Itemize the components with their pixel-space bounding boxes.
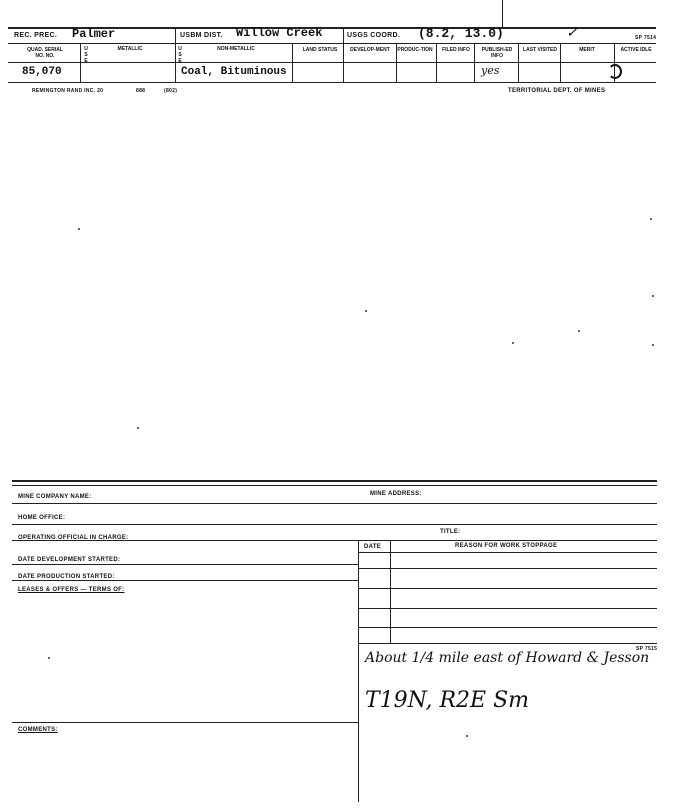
sep — [175, 27, 176, 43]
mine-address-label: MINE ADDRESS: — [370, 491, 422, 497]
rec-prec-value: Palmer — [72, 27, 116, 41]
check-mark: ✓ — [566, 25, 578, 41]
col-sep — [436, 43, 437, 82]
mine-company-name-label: MINE COMPANY NAME: — [18, 494, 92, 500]
title-label: TITLE: — [440, 529, 461, 535]
card-tick-mark — [502, 0, 503, 27]
header-row-line — [8, 43, 656, 44]
col-sep — [614, 43, 615, 82]
row-line — [12, 524, 657, 525]
comments-line — [12, 722, 358, 723]
col-production: PRODUC-TION — [397, 47, 433, 53]
row-line — [12, 580, 358, 581]
center-divider — [358, 540, 359, 802]
speck — [466, 735, 468, 737]
form-number-top: SP 7514 — [635, 35, 657, 41]
lower-top-border-2 — [12, 485, 657, 486]
speck — [652, 344, 654, 346]
stoppage-header-line — [358, 552, 657, 553]
comments-label: COMMENTS: — [18, 727, 58, 733]
active-idle-mark — [608, 64, 622, 79]
quad-serial-value: 85,070 — [22, 66, 62, 78]
col-sep — [560, 43, 561, 82]
date-development-label: DATE DEVELOPMENT STARTED: — [18, 557, 121, 563]
row-line — [12, 540, 657, 541]
labels-row-line — [8, 62, 656, 63]
col-use-nonmetallic: U S E — [178, 46, 182, 64]
reason-stoppage-header: REASON FOR WORK STOPPAGE — [455, 543, 558, 549]
col-merit: MERIT — [579, 47, 595, 53]
col-last-visited: LAST VISITED — [523, 47, 557, 53]
speck — [365, 310, 367, 312]
col-use-metallic: U S E — [84, 46, 88, 64]
usbm-dist-label: USBM DIST. — [180, 32, 223, 39]
speck — [78, 228, 80, 230]
printer-imprint: REMINGTON RAND INC. 20 — [32, 88, 104, 94]
col-active-idle: ACTIVE IDLE — [620, 47, 652, 53]
speck — [512, 342, 514, 344]
col-sep — [343, 43, 344, 82]
col-metallic: METALLIC — [117, 46, 143, 52]
leases-offers-label: LEASES & OFFERS — TERMS OF: — [18, 587, 125, 593]
lower-top-border — [12, 480, 657, 482]
col-sep — [292, 43, 293, 82]
date-production-label: DATE PRODUCTION STARTED: — [18, 574, 115, 580]
speck — [650, 218, 652, 220]
sep — [343, 27, 344, 43]
col-filed-info: FILED INFO — [442, 47, 470, 53]
rec-prec-label: REC. PREC. — [14, 32, 58, 39]
non-metallic-value: Coal, Bituminous — [181, 66, 287, 78]
date-col-divider — [390, 540, 391, 643]
dept-imprint: TERRITORIAL DEPT. OF MINES — [508, 88, 606, 94]
speck — [137, 427, 139, 429]
col-quad-serial-sub: NO. NO. — [35, 53, 55, 59]
handwritten-location-note: About 1/4 mile east of Howard & Jesson — [365, 650, 650, 666]
stoppage-row-line — [358, 568, 657, 569]
speck — [578, 330, 580, 332]
row-line — [12, 564, 358, 565]
col-non-metallic: NON-METALLIC — [217, 46, 255, 52]
printer-code-2: (802) — [164, 88, 178, 94]
published-info-value: yes — [481, 64, 500, 77]
col-sep — [396, 43, 397, 82]
data-row-line — [8, 82, 656, 83]
speck — [48, 657, 50, 659]
speck — [652, 295, 654, 297]
usbm-dist-value: Willow Creek — [236, 26, 323, 40]
handwritten-township: T19N, R2E Sm — [365, 688, 530, 713]
col-sep — [175, 43, 176, 82]
home-office-label: HOME OFFICE: — [18, 515, 66, 521]
date-header: DATE — [364, 544, 382, 550]
form-number-bottom: SP 7515 — [636, 646, 658, 652]
stoppage-row-line — [358, 588, 657, 589]
col-land-status: LAND STATUS — [302, 47, 338, 53]
usgs-coord-label: USGS COORD. — [347, 32, 401, 39]
col-quad-serial: QUAD. SERIAL — [27, 47, 63, 53]
printer-code-1: 888 — [136, 88, 146, 94]
col-sep — [80, 43, 81, 82]
usgs-coord-value: (8.2, 13.0) — [418, 26, 504, 41]
col-published-info: PUBLISH-ED INFO — [481, 47, 513, 59]
col-sep — [518, 43, 519, 82]
stoppage-row-line — [358, 608, 657, 609]
row-line — [12, 503, 657, 504]
col-development: DEVELOP-MENT — [350, 47, 390, 53]
operating-official-label: OPERATING OFFICIAL IN CHARGE: — [18, 535, 129, 541]
stoppage-row-line — [358, 627, 657, 628]
col-sep — [474, 43, 475, 82]
stoppage-row-line — [358, 643, 657, 644]
